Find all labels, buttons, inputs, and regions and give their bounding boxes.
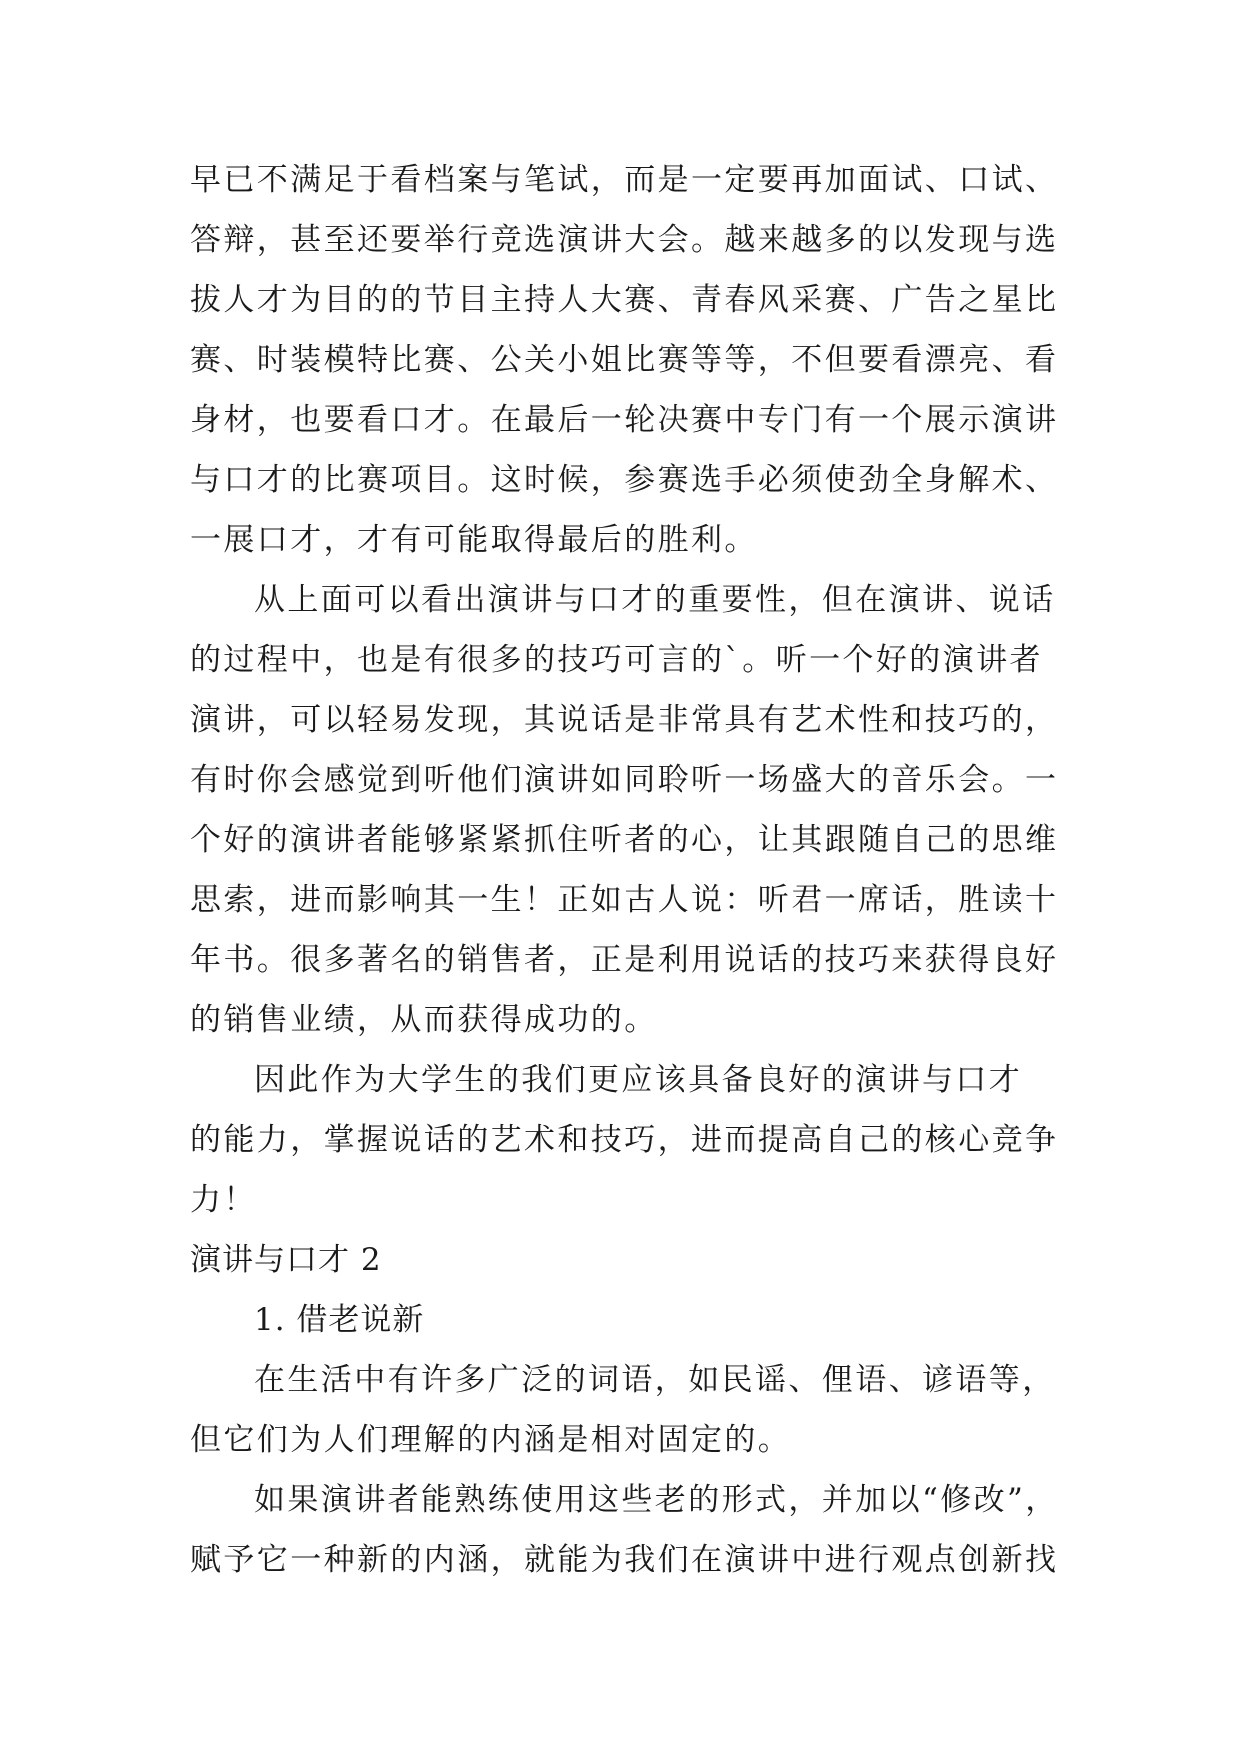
paragraph-line: 从上面可以看出演讲与口才的重要性，但在演讲、说话 [254, 582, 1056, 618]
paragraph-line: 个好的演讲者能够紧紧抓住听者的心，让其跟随自己的思维 [190, 822, 1059, 858]
paragraph-line: 力！ [190, 1182, 257, 1218]
paragraph-line: 一展口才，才有可能取得最后的胜利。 [190, 522, 758, 558]
paragraph-line: 的能力，掌握说话的艺术和技巧，进而提高自己的核心竞争 [190, 1122, 1059, 1158]
paragraph-line: 如果演讲者能熟练使用这些老的形式，并加以“修改”， [254, 1482, 1059, 1518]
paragraph-line: 赛、时装模特比赛、公关小姐比赛等等，不但要看漂亮、看 [190, 342, 1059, 378]
paragraph-line: 有时你会感觉到听他们演讲如同聆听一场盛大的音乐会。一 [190, 762, 1059, 798]
paragraph-line: 在生活中有许多广泛的词语，如民谣、俚语、谚语等， [254, 1362, 1056, 1398]
document-page [190, 150, 1070, 1590]
paragraph-line: 的过程中，也是有很多的技巧可言的`。听一个好的演讲者 [190, 642, 1043, 678]
paragraph-line: 拔人才为目的的节目主持人大赛、青春风采赛、广告之星比 [190, 282, 1059, 318]
paragraph-line: 年书。很多著名的销售者，正是利用说话的技巧来获得良好 [190, 942, 1059, 978]
paragraph-line: 思索，进而影响其一生！正如古人说：听君一席话，胜读十 [190, 882, 1059, 918]
paragraph-line: 的销售业绩，从而获得成功的。 [190, 1002, 658, 1038]
paragraph-line: 身材，也要看口才。在最后一轮决赛中专门有一个展示演讲 [190, 402, 1059, 438]
paragraph-line: 与口才的比赛项目。这时候，参赛选手必须使劲全身解术、 [190, 462, 1059, 498]
section-heading: 演讲与口才 2 [190, 1242, 382, 1278]
paragraph-line: 早已不满足于看档案与笔试，而是一定要再加面试、口试、 [190, 162, 1059, 198]
paragraph-line: 但它们为人们理解的内涵是相对固定的。 [190, 1422, 792, 1458]
subheading: 1. 借老说新 [254, 1302, 425, 1338]
paragraph-line: 答辩，甚至还要举行竞选演讲大会。越来越多的以发现与选 [190, 222, 1059, 258]
paragraph-line: 赋予它一种新的内涵，就能为我们在演讲中进行观点创新找 [190, 1542, 1059, 1578]
paragraph-line: 因此作为大学生的我们更应该具备良好的演讲与口才 [254, 1062, 1023, 1098]
paragraph-line: 演讲，可以轻易发现，其说话是非常具有艺术性和技巧的， [190, 702, 1059, 738]
